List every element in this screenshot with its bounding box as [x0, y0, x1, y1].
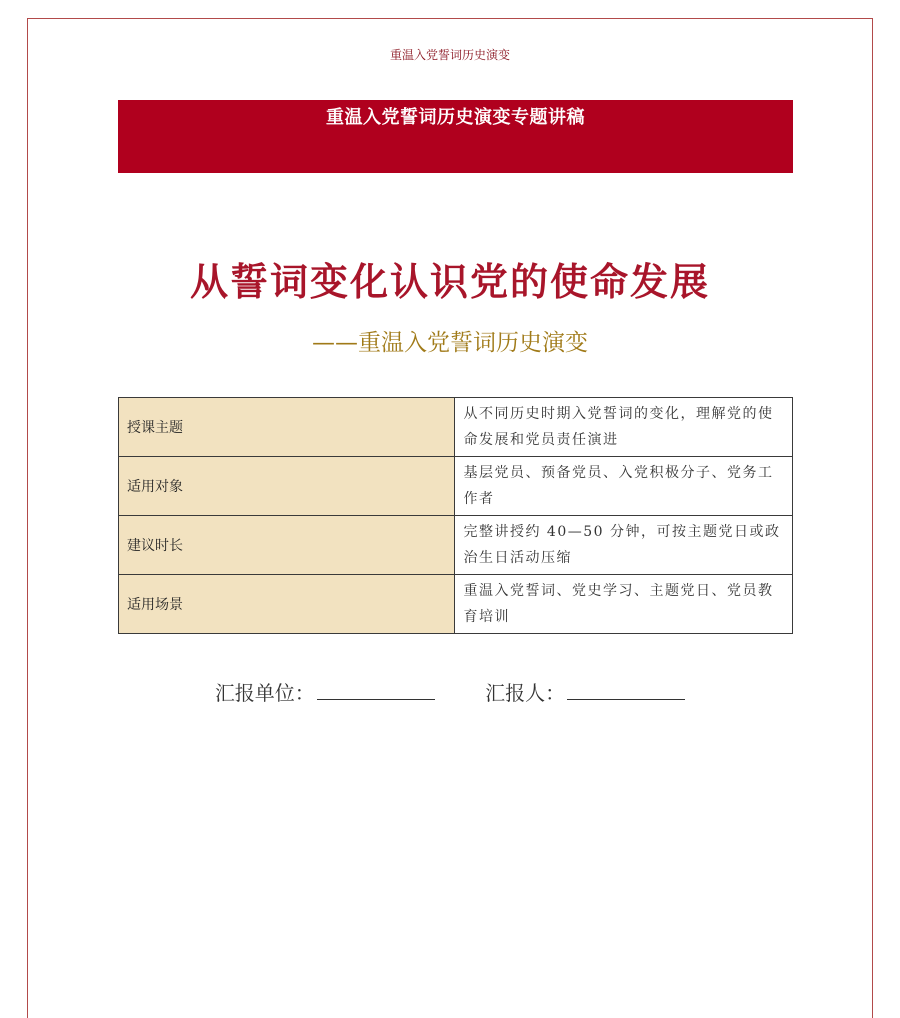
table-row	[119, 398, 793, 457]
reporter-blank	[567, 698, 685, 700]
row-label: 建议时长	[119, 516, 455, 575]
banner-title: 重温入党誓词历史演变专题讲稿	[326, 107, 585, 128]
row-label: 授课主题	[119, 398, 455, 457]
sub-title: ——重温入党誓词历史演变	[312, 330, 588, 356]
title-banner	[118, 100, 793, 173]
report-unit-blank	[317, 698, 435, 700]
reporter-field	[485, 677, 685, 706]
row-value: 重温入党誓词、党史学习、主题党日、党员教育培训	[455, 575, 793, 634]
info-table	[118, 397, 793, 634]
row-label: 适用场景	[119, 575, 455, 634]
row-value: 完整讲授约 40—50 分钟，可按主题党日或政治生日活动压缩	[455, 516, 793, 575]
row-value: 基层党员、预备党员、入党积极分子、党务工作者	[455, 457, 793, 516]
table-row	[119, 457, 793, 516]
main-title: 从誓词变化认识党的使命发展	[189, 260, 710, 304]
report-line	[28, 677, 872, 706]
table-row	[119, 575, 793, 634]
row-label: 适用对象	[119, 457, 455, 516]
reporter-label: 汇报人：	[485, 681, 566, 705]
report-unit-label: 汇报单位：	[214, 681, 315, 705]
report-unit-field	[215, 677, 435, 706]
running-header: 重温入党誓词历史演变	[389, 48, 510, 62]
table-row	[119, 516, 793, 575]
row-value: 从不同历史时期入党誓词的变化，理解党的使命发展和党员责任演进	[455, 398, 793, 457]
document-page	[27, 18, 873, 1018]
